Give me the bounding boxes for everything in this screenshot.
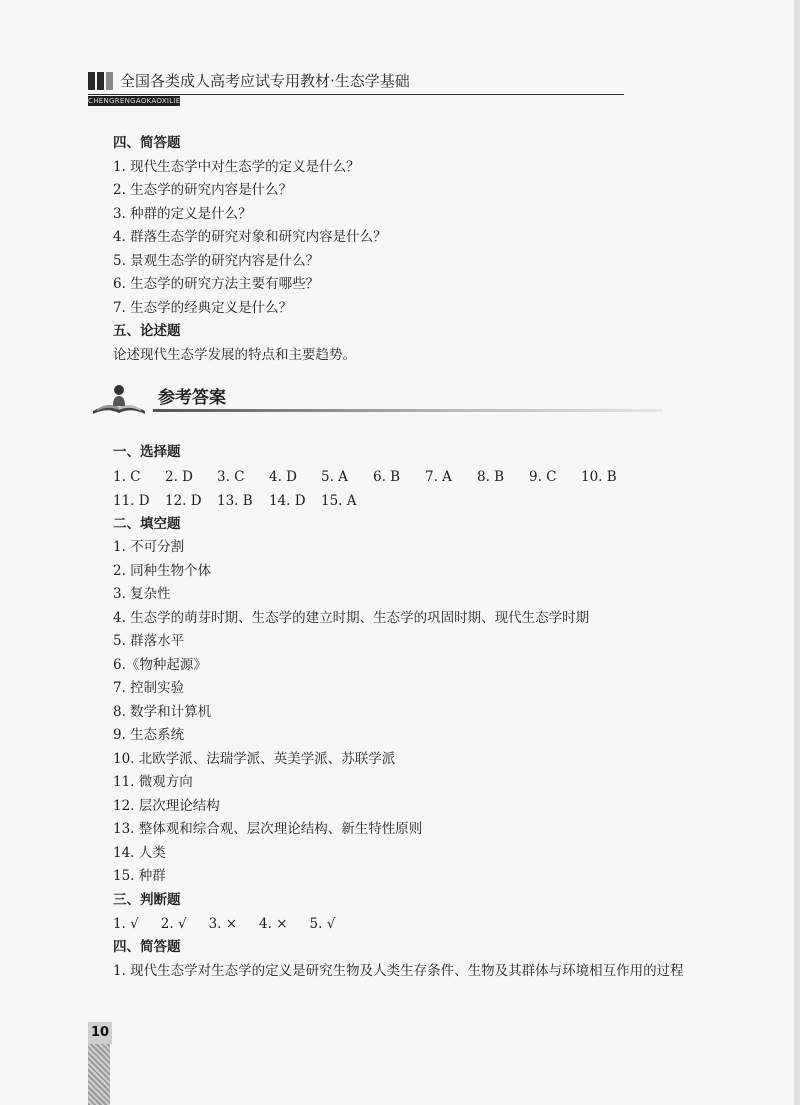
tf-answer: 3. × [208, 916, 238, 932]
question-item: 7. 生态学的经典定义是什么？ [113, 299, 293, 316]
section-heading: 四、简答题 [113, 135, 181, 151]
fill-answer: 12. 层次理论结构 [113, 797, 220, 814]
choice-answer: 3. C [217, 468, 245, 485]
short-answer: 1. 现代生态学对生态学的定义是研究生物及人类生存条件、生物及其群体与环境相互作用的过程 [113, 962, 684, 979]
true-false-answers [113, 912, 733, 936]
choice-answer: 4. D [269, 468, 297, 485]
choice-answer: 6. B [373, 468, 401, 485]
fill-answer: 7. 控制实验 [113, 680, 185, 696]
choice-answers [113, 465, 653, 513]
section-heading: 四、简答题 [113, 939, 181, 955]
choice-answer: 5. A [321, 468, 348, 485]
fill-answer: 3. 复杂性 [113, 586, 171, 602]
page-number: 10 [88, 1022, 112, 1044]
running-header [88, 66, 628, 106]
fill-answer: 11. 微观方向 [113, 774, 193, 790]
tf-answer: 1. √ [113, 916, 139, 932]
banner-rule [153, 409, 663, 412]
choice-answer: 12. D [165, 492, 202, 509]
choice-answer: 15. A [321, 492, 357, 509]
choice-answer: 13. B [217, 492, 253, 509]
essay-question: 论述现代生态学发展的特点和主要趋势。 [113, 346, 356, 363]
section-heading: 一、选择题 [113, 444, 181, 460]
section-heading: 五、论述题 [113, 323, 181, 339]
answers-banner [113, 371, 733, 441]
fill-answer: 2. 同种生物个体 [113, 562, 212, 579]
fill-answer: 6.《物种起源》 [113, 656, 207, 673]
header-rule [88, 94, 624, 95]
fill-answer: 10. 北欧学派、法瑞学派、英美学派、苏联学派 [113, 750, 396, 767]
question-item: 4. 群落生态学的研究对象和研究内容是什么？ [113, 229, 387, 245]
choice-answer: 8. B [477, 468, 505, 485]
choice-answer: 11. D [113, 492, 150, 509]
header-title: 全国各类成人高考应试专用教材·生态学基础 [120, 72, 410, 90]
page-edge [794, 0, 800, 1105]
choice-answer: 2. D [165, 468, 193, 485]
question-item: 6. 生态学的研究方法主要有哪些？ [113, 276, 320, 292]
fill-answer: 8. 数学和计算机 [113, 703, 212, 720]
page-number-tab [88, 1022, 110, 1105]
question-item: 3. 种群的定义是什么？ [113, 205, 252, 222]
section-heading: 二、填空题 [113, 515, 181, 532]
choice-answer: 10. B [581, 468, 617, 485]
fill-answer: 13. 整体观和综合观、层次理论结构、新生特性原则 [113, 821, 423, 837]
question-item: 2. 生态学的研究内容是什么？ [113, 182, 293, 198]
answers-title: 参考答案 [158, 388, 226, 408]
header-subtitle: CHENGRENGAOKAOXILIE [88, 97, 180, 105]
choice-answer: 7. A [425, 468, 452, 485]
choice-answer: 14. D [269, 492, 306, 509]
tf-answer: 4. × [259, 916, 288, 932]
question-item: 1. 现代生态学中对生态学的定义是什么？ [113, 158, 360, 175]
fill-answer: 5. 群落水平 [113, 633, 185, 649]
choice-answer: 1. C [113, 468, 141, 485]
header-logo-icon [88, 72, 114, 90]
tf-answer: 5. √ [309, 916, 336, 932]
fill-answer: 4. 生态学的萌芽时期、生态学的建立时期、生态学的巩固时期、现代生态学时期 [113, 609, 590, 626]
fill-answer: 1. 不可分割 [113, 539, 185, 555]
question-item: 5. 景观生态学的研究内容是什么？ [113, 252, 320, 269]
choice-answer: 9. C [529, 468, 557, 485]
tf-answer: 2. √ [160, 916, 187, 932]
section-heading: 三、判断题 [113, 891, 181, 908]
fill-answer: 9. 生态系统 [113, 727, 185, 743]
fill-answer: 14. 人类 [113, 844, 166, 861]
reading-book-icon [89, 381, 149, 417]
page-content [113, 132, 733, 983]
fill-answer: 15. 种群 [113, 868, 166, 884]
